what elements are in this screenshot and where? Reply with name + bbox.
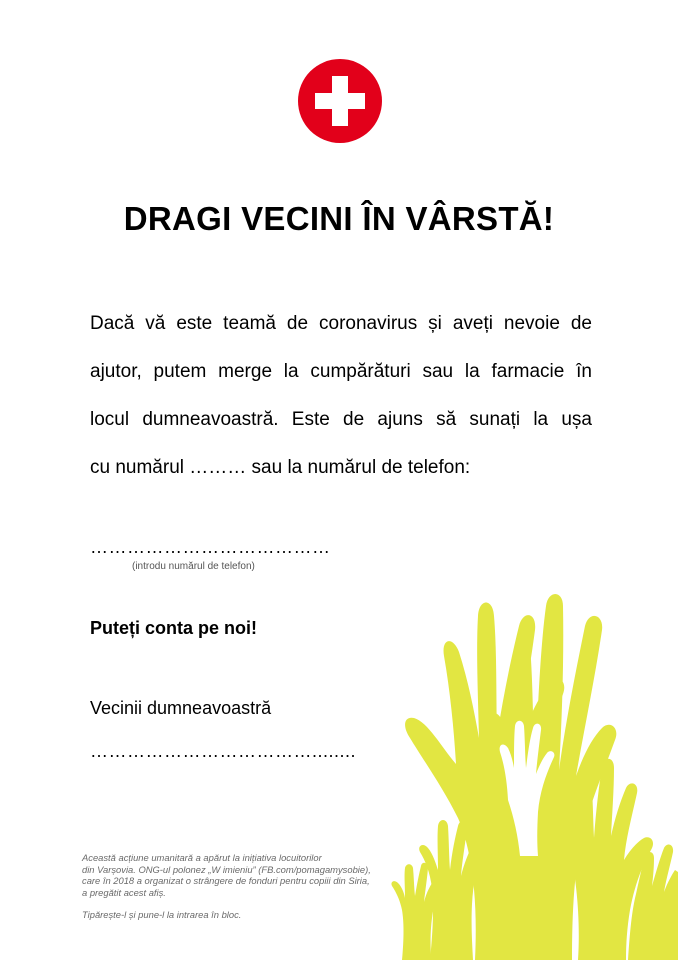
signature-label: Vecinii dumneavoastră <box>90 698 272 718</box>
paragraph-line: Dacă vă este teamă de coronavirus și aveți nevoie de <box>90 313 592 334</box>
closing-statement: Puteți conta pe noi! <box>90 618 258 638</box>
signature-blank: ………………………………........ <box>90 741 357 761</box>
footnote <box>82 852 412 921</box>
page-title: DRAGI VECINI ÎN VÂRSTĂ! <box>123 200 555 237</box>
footnote-line: care în 2018 a organizat o strângere de fonduri pentru copiii din Siria, <box>82 875 370 886</box>
footnote-line: din Varșovia. ONG-ul polonez „W imieniu” (FB.com/pomagamysobie), <box>82 863 371 875</box>
paragraph-line: ajutor, putem merge la cumpărături sau la farmacie în <box>90 361 592 382</box>
phone-number-blank: ………………………………… <box>90 537 331 557</box>
footnote-line: a pregătit acest afiș. <box>82 886 166 898</box>
red-cross-icon <box>298 59 382 143</box>
paragraph-line: cu numărul ……… sau la numărul de telefon: <box>90 457 471 478</box>
raised-hands-icon <box>380 580 678 960</box>
phone-number-hint: (introdu numărul de telefon) <box>132 561 255 572</box>
footnote-line: Această acțiune umanitară a apărut la inițiativa locuitorilor <box>82 852 322 863</box>
paragraph-line: locul dumneavoastră. Este de ajuns să sunați la ușa <box>90 409 592 430</box>
footnote-instruction: Tipărește-l și pune-l la intrarea în bloc. <box>82 909 242 920</box>
